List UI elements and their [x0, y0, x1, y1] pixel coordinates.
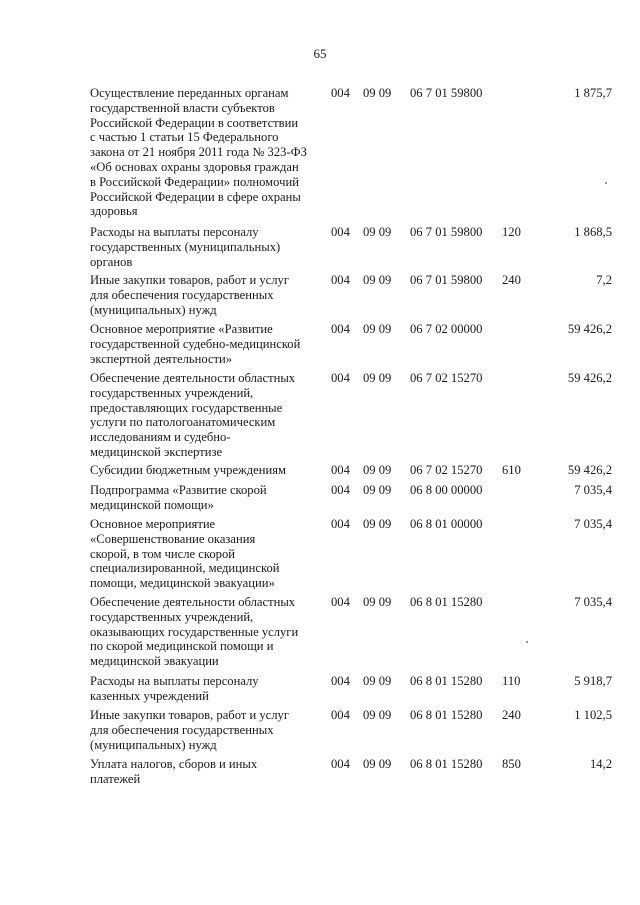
row-name-line: Иные закупки товаров, работ и услуг	[90, 273, 290, 287]
row-name	[90, 86, 322, 219]
row-name-line: Уплата налогов, сборов и иных	[90, 757, 258, 771]
row-name-line: Основное мероприятие «Развитие	[90, 322, 273, 336]
row-name-line: по скорой медицинской помощи и	[90, 639, 274, 654]
row-name	[90, 708, 322, 752]
target-article-code: 06 7 01 59800	[410, 225, 483, 239]
amount: 7 035,4	[574, 517, 612, 531]
section-code: 09 09	[363, 517, 392, 531]
amount: 7 035,4	[574, 595, 612, 609]
department-code: 004	[331, 517, 350, 531]
row-name-line: «Совершенствование оказания	[90, 531, 256, 546]
row-name-line: (муниципальных) нужд	[90, 302, 217, 317]
row-name-line: Расходы на выплаты персоналу	[90, 225, 259, 239]
section-code: 09 09	[363, 674, 392, 688]
expense-type-code: 120	[502, 225, 521, 239]
target-article-code: 06 7 02 00000	[410, 322, 483, 336]
section-code: 09 09	[363, 371, 392, 385]
row-name-line: (муниципальных) нужд	[90, 737, 217, 752]
row-name-line: предоставляющих государственные	[90, 400, 283, 415]
row-name	[90, 225, 322, 269]
department-code: 004	[331, 595, 350, 609]
row-name-line: с частью 1 статьи 15 Федерального	[90, 130, 279, 145]
row-name-line: услуги по патологоанатомическим	[90, 415, 276, 430]
row-name-line: платежей	[90, 771, 141, 786]
section-code: 09 09	[363, 595, 392, 609]
page-number: 65	[313, 46, 327, 61]
row-name-line: Российской Федерации в соответствии	[90, 115, 299, 130]
department-code: 004	[331, 322, 350, 336]
department-code: 004	[331, 86, 350, 100]
expense-type-code: 610	[502, 463, 521, 477]
target-article-code: 06 8 01 15280	[410, 674, 483, 688]
row-name-line: Расходы на выплаты персоналу	[90, 674, 259, 688]
row-name-line: государственных учреждений,	[90, 385, 254, 400]
section-code: 09 09	[363, 757, 392, 771]
target-article-code: 06 8 00 00000	[410, 483, 483, 497]
amount: 7 035,4	[574, 483, 612, 497]
row-name-line: «Об основах охраны здоровья граждан	[90, 159, 299, 174]
department-code: 004	[331, 225, 350, 239]
row-name-line: Иные закупки товаров, работ и услуг	[90, 708, 290, 722]
amount: 1 875,7	[574, 86, 612, 100]
department-code: 004	[331, 371, 350, 385]
target-article-code: 06 8 01 00000	[410, 517, 483, 531]
amount: 59 426,2	[567, 322, 612, 336]
row-name-line: оказывающих государственные услуги	[90, 624, 299, 639]
expense-type-code: 240	[502, 273, 521, 287]
row-name	[90, 371, 322, 460]
row-name-line: скорой, в том числе скорой	[90, 546, 235, 561]
amount: 7,2	[596, 273, 612, 287]
row-name	[90, 757, 322, 787]
row-name-line: экспертной деятельности»	[90, 351, 233, 366]
row-name-line: государственных (муниципальных)	[90, 239, 281, 254]
row-name-line: Субсидии бюджетным учреждениям	[90, 463, 286, 477]
amount: 1 868,5	[574, 225, 612, 239]
row-name-line: Российской Федерации в сфере охраны	[90, 189, 301, 204]
section-code: 09 09	[363, 708, 392, 722]
department-code: 004	[331, 674, 350, 688]
row-name-line: закона от 21 ноября 2011 года № 323-ФЗ	[90, 145, 307, 160]
department-code: 004	[331, 463, 350, 477]
row-name	[90, 322, 322, 366]
target-article-code: 06 8 01 15280	[410, 708, 483, 722]
row-name-line: Подпрограмма «Развитие скорой	[90, 483, 267, 497]
row-name-line: медицинской экспертизе	[90, 444, 223, 459]
row-name-line: государственной власти субъектов	[90, 100, 275, 115]
amount: 14,2	[589, 757, 612, 771]
target-article-code: 06 8 01 15280	[410, 595, 483, 609]
scan-speck	[605, 182, 607, 184]
target-article-code: 06 8 01 15280	[410, 757, 483, 771]
row-name-line: помощи, медицинской эвакуации»	[90, 576, 275, 591]
section-code: 09 09	[363, 86, 392, 100]
row-name-line: медицинской эвакуации	[90, 654, 219, 669]
row-name-line: для обеспечения государственных	[90, 287, 274, 302]
target-article-code: 06 7 01 59800	[410, 86, 483, 100]
row-name-line: государственных учреждений,	[90, 609, 254, 624]
row-name	[90, 463, 322, 478]
row-name	[90, 674, 322, 704]
amount: 1 102,5	[574, 708, 612, 722]
expense-type-code: 110	[502, 674, 521, 688]
row-name-line: исследованиям и судебно-	[90, 430, 231, 445]
section-code: 09 09	[363, 463, 392, 477]
section-code: 09 09	[363, 483, 392, 497]
row-name	[90, 517, 322, 591]
row-name-line: в Российской Федерации» полномочий	[90, 174, 299, 189]
department-code: 004	[331, 757, 350, 771]
row-name-line: органов	[90, 254, 133, 269]
section-code: 09 09	[363, 225, 392, 239]
scan-speck	[526, 641, 528, 643]
row-name-line: Основное мероприятие	[90, 517, 216, 531]
target-article-code: 06 7 01 59800	[410, 273, 483, 287]
department-code: 004	[331, 708, 350, 722]
row-name-line: для обеспечения государственных	[90, 722, 274, 737]
expense-type-code: 850	[502, 757, 521, 771]
row-name-line: Осуществление переданных органам	[90, 86, 289, 100]
amount: 59 426,2	[567, 371, 612, 385]
row-name	[90, 595, 322, 669]
section-code: 09 09	[363, 273, 392, 287]
row-name-line: здоровья	[90, 204, 138, 219]
row-name-line: медицинской помощи»	[90, 497, 214, 512]
row-name-line: казенных учреждений	[90, 688, 209, 703]
amount: 59 426,2	[567, 463, 612, 477]
row-name-line: государственной судебно-медицинской	[90, 336, 301, 351]
row-name	[90, 483, 322, 513]
row-name-line: Обеспечение деятельности областных	[90, 595, 296, 609]
expense-type-code: 240	[502, 708, 521, 722]
department-code: 004	[331, 483, 350, 497]
row-name-line: специализированной, медицинской	[90, 561, 280, 576]
target-article-code: 06 7 02 15270	[410, 371, 483, 385]
target-article-code: 06 7 02 15270	[410, 463, 483, 477]
row-name-line: Обеспечение деятельности областных	[90, 371, 296, 385]
department-code: 004	[331, 273, 350, 287]
row-name	[90, 273, 322, 317]
section-code: 09 09	[363, 322, 392, 336]
amount: 5 918,7	[574, 674, 612, 688]
